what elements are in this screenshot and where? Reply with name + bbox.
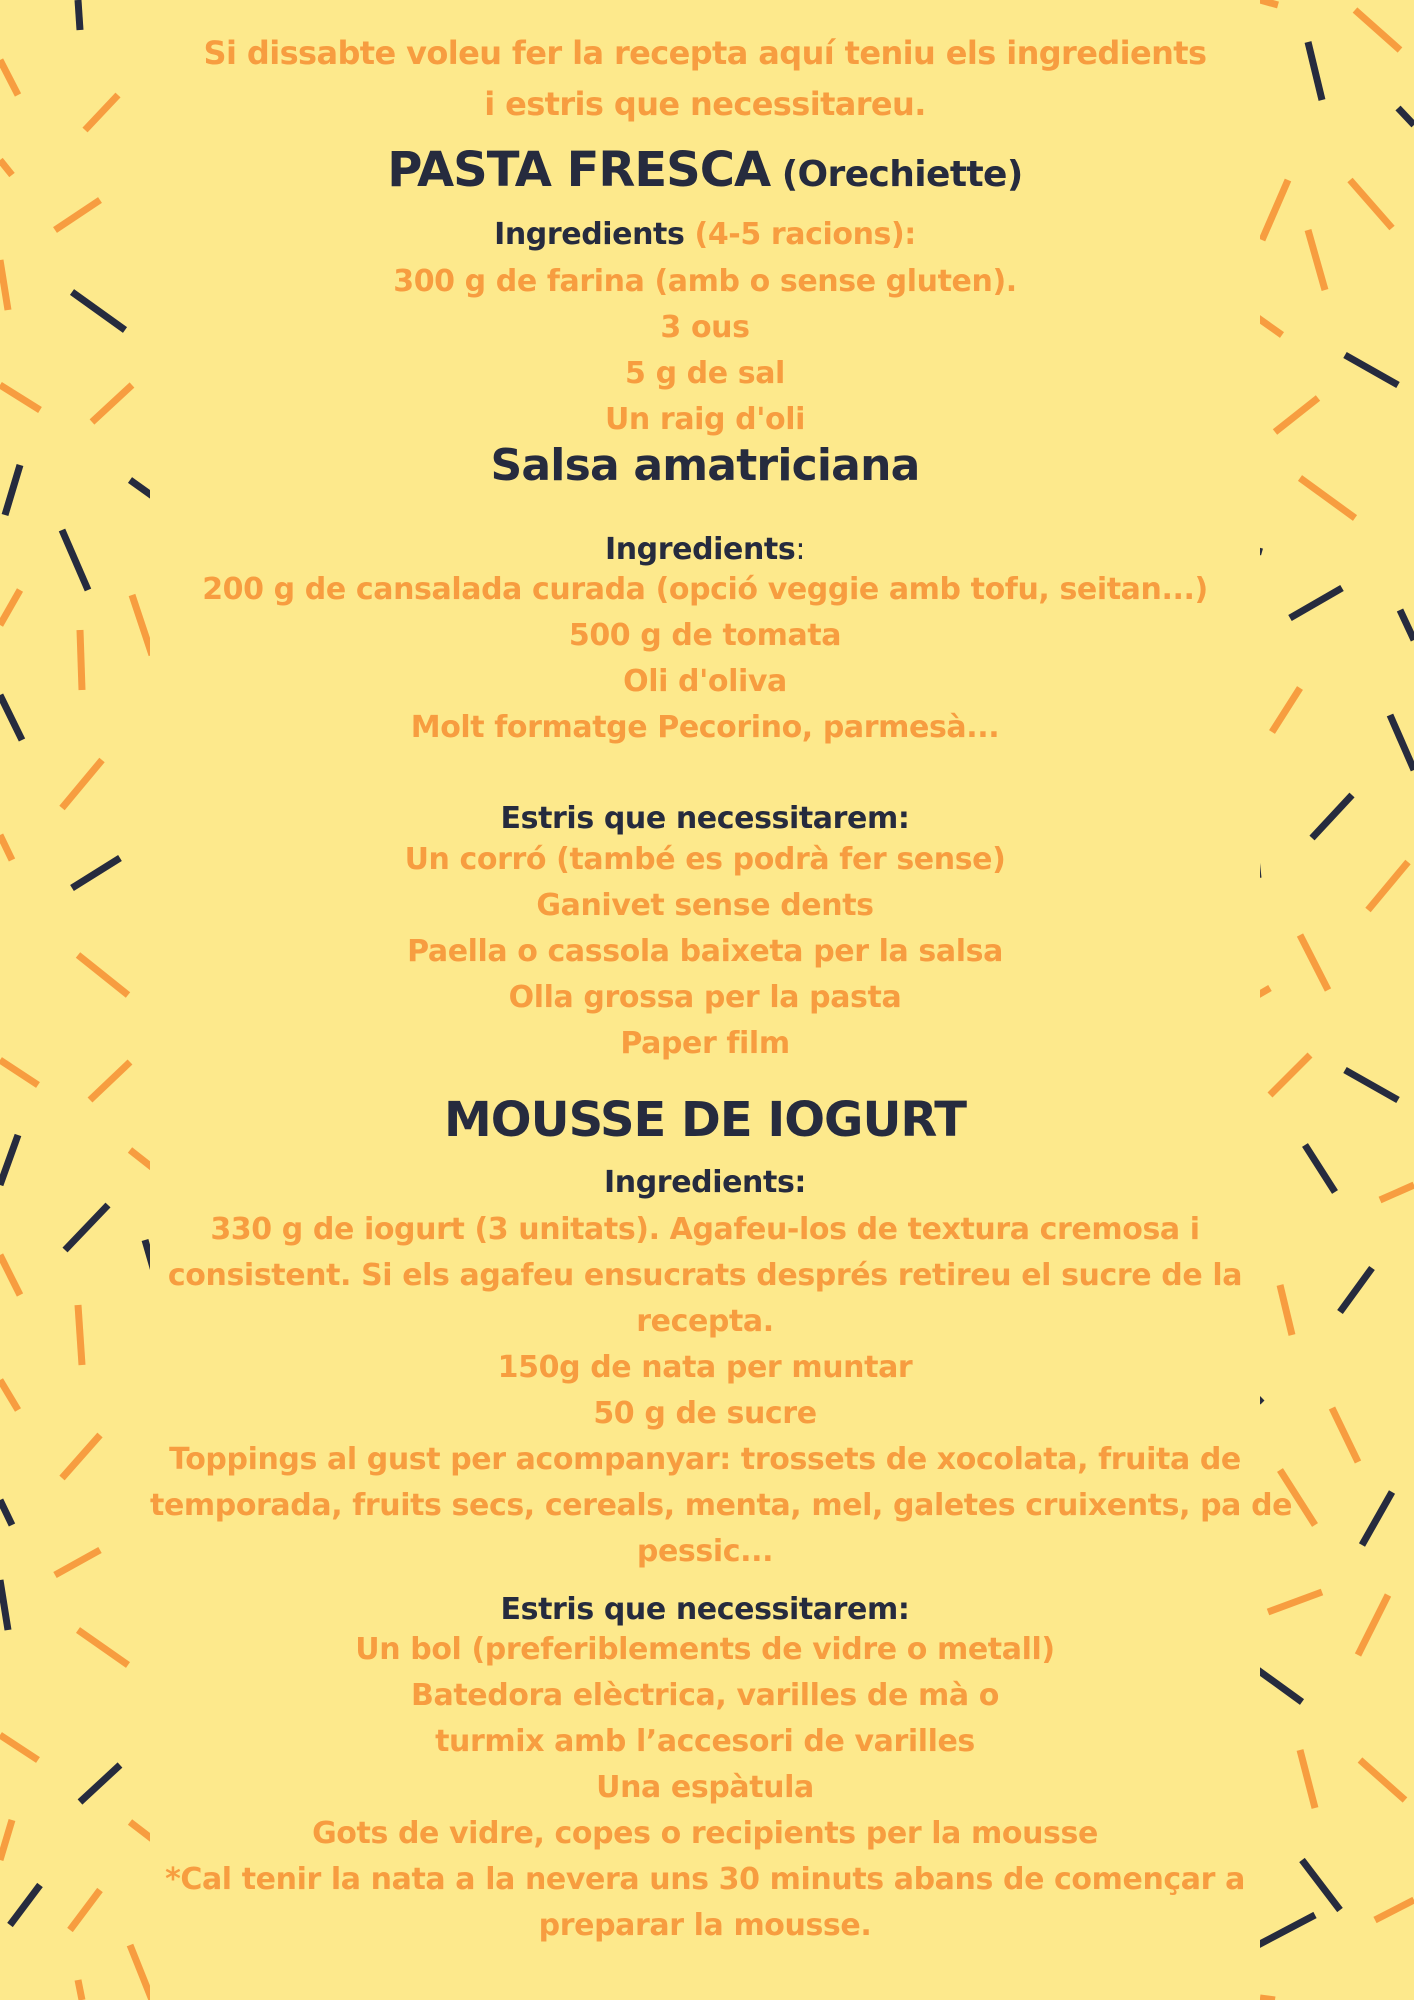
mousse-ingredient-line: temporada, fruits secs, cereals, menta, mel, galetes cruixents, pa de <box>150 1488 1293 1523</box>
recipe-sheet <box>150 0 1293 2000</box>
mousse-tools-heading: Estris que necessitarem: <box>500 1592 910 1627</box>
sauce-tool-item: Paper film <box>620 1026 790 1061</box>
sauce-ingredients-label: Ingredients <box>604 532 796 567</box>
sauce-ingredients-heading <box>150 532 1260 567</box>
mousse-ingredient-line: 150g de nata per muntar <box>497 1350 913 1385</box>
intro-line-2: i estris que necessitareu. <box>484 85 926 123</box>
pasta-title: PASTA FRESCA <box>387 142 771 198</box>
sauce-tool-item: Paella o cassola baixeta per la salsa <box>407 934 1003 969</box>
sauce-ingredient-item: 500 g de tomata <box>568 618 842 653</box>
sauce-ingredient-item: Molt formatge Pecorino, parmesà... <box>410 710 1000 745</box>
mousse-tool-line: Un bol (preferiblements de vidre o metall) <box>355 1632 1055 1667</box>
pasta-ingredient-item: 300 g de farina (amb o sense gluten). <box>393 264 1017 299</box>
pasta-ingredients-heading <box>150 217 1260 252</box>
mousse-tool-line: Batedora elèctrica, varilles de mà o <box>411 1678 999 1713</box>
pasta-ingredient-item: 5 g de sal <box>625 356 785 391</box>
sauce-ingredient-item: 200 g de cansalada curada (opció veggie amb tofu, seitan...) <box>202 572 1208 607</box>
sauce-tool-item: Un corró (també es podrà fer sense) <box>404 842 1006 877</box>
mousse-note-line: preparar la mousse. <box>538 1908 872 1943</box>
mousse-title: MOUSSE DE IOGURT <box>444 1092 966 1148</box>
mousse-ingredient-line: consistent. Si els agafeu ensucrats després retireu el sucre de la <box>167 1258 1243 1293</box>
sauce-title: Salsa amatriciana <box>490 440 920 491</box>
pasta-subtitle: (Orechiette) <box>781 154 1023 195</box>
mousse-ingredients-heading: Ingredients: <box>604 1165 806 1200</box>
mousse-ingredient-line: 330 g de iogurt (3 unitats). Agafeu-los de textura cremosa i <box>210 1212 1200 1247</box>
mousse-tool-line: turmix amb l’accesori de varilles <box>435 1724 975 1759</box>
mousse-tool-line: Gots de vidre, copes o recipients per la mousse <box>312 1816 1098 1851</box>
pasta-ingredient-item: 3 ous <box>660 310 750 345</box>
pasta-ingredients-label: Ingredients <box>494 217 685 252</box>
sauce-ingredient-item: Oli d'oliva <box>623 664 787 699</box>
sauce-ingredients-colon: : <box>795 532 806 567</box>
pasta-heading <box>150 142 1260 198</box>
pasta-servings: (4-5 racions): <box>694 217 916 252</box>
sauce-tools-heading: Estris que necessitarem: <box>500 801 910 836</box>
mousse-ingredient-line: recepta. <box>636 1304 774 1339</box>
intro-line-1: Si dissabte voleu fer la recepta aquí teniu els ingredients <box>203 34 1207 72</box>
sauce-tool-item: Olla grossa per la pasta <box>508 980 902 1015</box>
pasta-ingredient-item: Un raig d'oli <box>604 402 806 437</box>
mousse-ingredient-line: pessic... <box>636 1534 774 1569</box>
mousse-ingredient-line: 50 g de sucre <box>593 1396 817 1431</box>
mousse-tool-line: Una espàtula <box>596 1770 814 1805</box>
mousse-ingredient-line: Toppings al gust per acompanyar: trossets de xocolata, fruita de <box>169 1442 1241 1477</box>
sauce-tool-item: Ganivet sense dents <box>536 888 874 923</box>
mousse-note-line: *Cal tenir la nata a la nevera uns 30 minuts abans de començar a <box>165 1862 1245 1897</box>
